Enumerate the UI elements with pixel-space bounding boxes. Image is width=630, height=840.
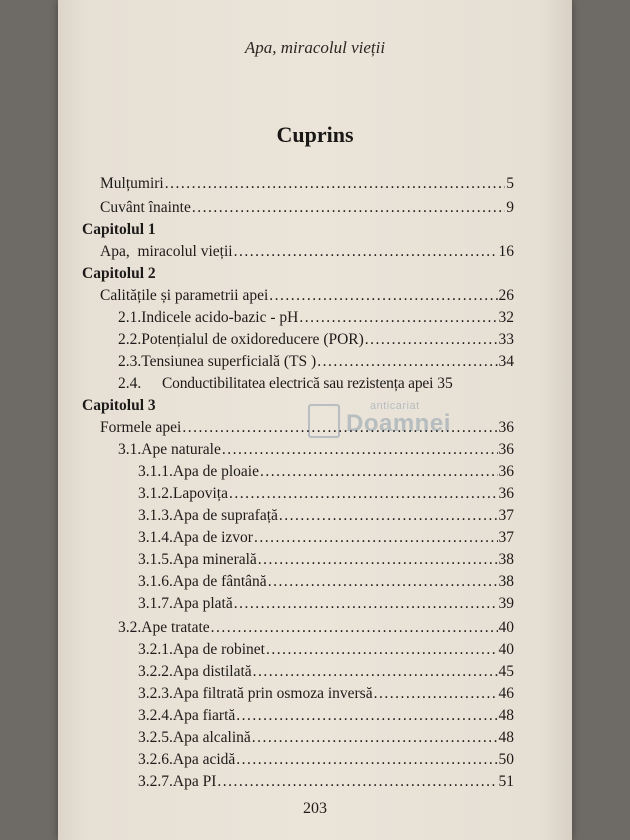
toc-entry-text: Apa filtrată prin osmoza inversă	[172, 685, 373, 702]
leader-dots	[258, 550, 498, 570]
toc-entry-text: Apa distilată	[172, 663, 252, 680]
toc-entry-number: 3.1.5.	[138, 551, 173, 568]
page-number: 203	[303, 800, 327, 817]
toc-entry-page: 46	[498, 685, 514, 702]
watermark-line2: Doamnei	[346, 410, 451, 437]
toc-entry-page: 35	[437, 375, 453, 392]
toc-entry-3-2-6[interactable]	[138, 750, 514, 770]
leader-dots	[268, 572, 498, 592]
toc-entry-page: 26	[498, 287, 514, 304]
toc-entry-2-3[interactable]	[118, 352, 514, 372]
toc-entry-number: 3.1.1.	[138, 463, 173, 480]
leader-dots	[211, 618, 498, 638]
leader-dots	[229, 484, 498, 504]
toc-entry-page: 40	[498, 641, 514, 658]
toc-entry-3-1-7[interactable]	[138, 594, 514, 614]
toc-entry-3-1-2[interactable]	[138, 484, 514, 504]
toc-entry-number: 3.1.	[118, 441, 142, 458]
toc-entry-text: Indicele acido-bazic - pH	[141, 309, 299, 326]
toc-entry-2-4[interactable]	[118, 374, 514, 394]
leader-dots	[374, 684, 498, 704]
leader-dots	[260, 462, 498, 482]
toc-entry-text: Potențialul de oxidoreducere (POR)	[141, 331, 364, 348]
toc-entry-page: 9	[506, 199, 514, 216]
toc-entry-text: Apa de ploaie	[172, 463, 259, 480]
toc-entry-page: 36	[498, 463, 514, 480]
toc-entry-page: 36	[498, 441, 514, 458]
leader-dots	[254, 528, 498, 548]
toc-entry-page: 48	[498, 707, 514, 724]
toc-entry-number: 2.2.	[118, 331, 142, 348]
toc-entry-text: Ape naturale	[141, 441, 221, 458]
toc-entry-3-2-7[interactable]	[138, 772, 514, 792]
toc-entry-number: 2.4.	[118, 375, 142, 392]
toc-entry-number: 3.1.4.	[138, 529, 173, 546]
toc-entry-text: Apa alcalină	[172, 729, 251, 746]
toc-entry-text: Apa PI	[172, 773, 217, 790]
toc-entry-page: 38	[498, 551, 514, 568]
toc-entry-page: 48	[498, 729, 514, 746]
toc-entry-text: Apa de suprafață	[172, 507, 278, 524]
toc-entry-text: Mulțumiri	[100, 175, 164, 192]
toc-entry-3-1-5[interactable]	[138, 550, 514, 570]
toc-entry-page: 36	[498, 485, 514, 502]
toc-entry-apa-miracol[interactable]	[100, 242, 514, 262]
chapter-heading-1: Capitolul 1	[82, 221, 156, 238]
toc-entry-text: Conductibilitatea electrică sau rezistența apei	[162, 375, 434, 392]
toc-entry-text: Calitățile și parametrii apei	[100, 287, 269, 304]
toc-entry-page: 33	[498, 331, 514, 348]
toc-entry-number: 3.2.	[118, 619, 142, 636]
leader-dots	[266, 640, 498, 660]
toc-entry-2-1[interactable]	[118, 308, 514, 328]
toc-entry-text: Lapovița	[172, 485, 228, 502]
toc-entry-3-1-4[interactable]	[138, 528, 514, 548]
toc-entry-page: 36	[498, 419, 514, 436]
toc-entry-page: 50	[498, 751, 514, 768]
toc-entry-text: Apa de fântână	[172, 573, 267, 590]
toc-entry-page: 45	[498, 663, 514, 680]
toc-entry-text: Formele apei	[100, 419, 182, 436]
toc-entry-number: 3.1.6.	[138, 573, 173, 590]
toc-entry-3-2-2[interactable]	[138, 662, 514, 682]
toc-entry-number: 3.2.2.	[138, 663, 173, 680]
leader-dots	[236, 706, 497, 726]
toc-entry-number: 3.2.7.	[138, 773, 173, 790]
toc-entry-3-1[interactable]	[118, 440, 514, 460]
toc-entry-text: Cuvânt înainte	[100, 199, 191, 216]
chapter-heading-3: Capitolul 3	[82, 397, 156, 414]
leader-dots	[252, 728, 498, 748]
leader-dots	[253, 662, 498, 682]
toc-entry-text: Apa, miracolul vieții	[100, 243, 233, 260]
book-page	[58, 0, 572, 840]
toc-entry-3-2-4[interactable]	[138, 706, 514, 726]
toc-entry-number: 3.2.3.	[138, 685, 173, 702]
toc-entry-text: Apa fiartă	[172, 707, 236, 724]
toc-entry-number: 3.2.1.	[138, 641, 173, 658]
leader-dots	[165, 174, 506, 194]
toc-entry-text: Apa minerală	[172, 551, 257, 568]
toc-entry-page: 40	[498, 619, 514, 636]
toc-entry-2-2[interactable]	[118, 330, 514, 350]
toc-entry-multumiri[interactable]	[100, 174, 514, 194]
toc-entry-3-2-1[interactable]	[138, 640, 514, 660]
toc-entry-3-2[interactable]	[118, 618, 514, 638]
toc-entry-3-2-5[interactable]	[138, 728, 514, 748]
toc-entry-text: Ape tratate	[141, 619, 210, 636]
toc-entry-3-1-1[interactable]	[138, 462, 514, 482]
running-head: Apa, miracolul vieții	[244, 38, 386, 57]
watermark-line1: anticariat	[370, 400, 420, 412]
leader-dots	[192, 198, 505, 218]
toc-entry-page: 51	[498, 773, 514, 790]
leader-dots	[365, 330, 498, 350]
leader-dots	[236, 750, 497, 770]
toc-entry-number: 3.2.4.	[138, 707, 173, 724]
toc-entry-cuvant[interactable]	[100, 198, 514, 218]
leader-dots	[317, 352, 497, 372]
toc-entry-number: 3.1.2.	[138, 485, 173, 502]
toc-entry-number: 3.2.6.	[138, 751, 173, 768]
leader-dots	[234, 594, 498, 614]
toc-entry-page: 37	[498, 529, 514, 546]
leader-dots	[182, 418, 497, 438]
leader-dots	[217, 772, 497, 792]
toc-entry-text: Apa plată	[172, 595, 233, 612]
toc-entry-page: 5	[506, 175, 514, 192]
leader-dots	[279, 506, 498, 526]
toc-entry-3-2-3[interactable]	[138, 684, 514, 704]
toc-entry-number: 3.1.7.	[138, 595, 173, 612]
toc-entry-number: 3.1.3.	[138, 507, 173, 524]
toc-entry-page: 39	[498, 595, 514, 612]
page-title: Cuprins	[276, 122, 354, 147]
toc-entry-page: 37	[498, 507, 514, 524]
leader-dots	[269, 286, 497, 306]
leader-dots	[299, 308, 497, 328]
toc-entry-formele[interactable]	[100, 418, 514, 438]
toc-entry-calitatile[interactable]	[100, 286, 514, 306]
toc-entry-page: 16	[498, 243, 514, 260]
toc-entry-3-1-3[interactable]	[138, 506, 514, 526]
leader-dots	[234, 242, 498, 262]
toc-entry-number: 2.3.	[118, 353, 142, 370]
toc-entry-text: Apa de izvor	[172, 529, 253, 546]
toc-entry-text: Apa acidă	[172, 751, 236, 768]
toc-entry-3-1-6[interactable]	[138, 572, 514, 592]
toc-entry-page: 38	[498, 573, 514, 590]
toc-entry-page: 34	[498, 353, 514, 370]
leader-dots	[222, 440, 498, 460]
toc-entry-text: Tensiunea superficială (TS )	[141, 353, 317, 370]
toc-entry-number: 2.1.	[118, 309, 142, 326]
toc-entry-number: 3.2.5.	[138, 729, 173, 746]
toc-entry-page: 32	[498, 309, 514, 326]
chapter-heading-2: Capitolul 2	[82, 265, 156, 282]
toc-entry-text: Apa de robinet	[172, 641, 265, 658]
